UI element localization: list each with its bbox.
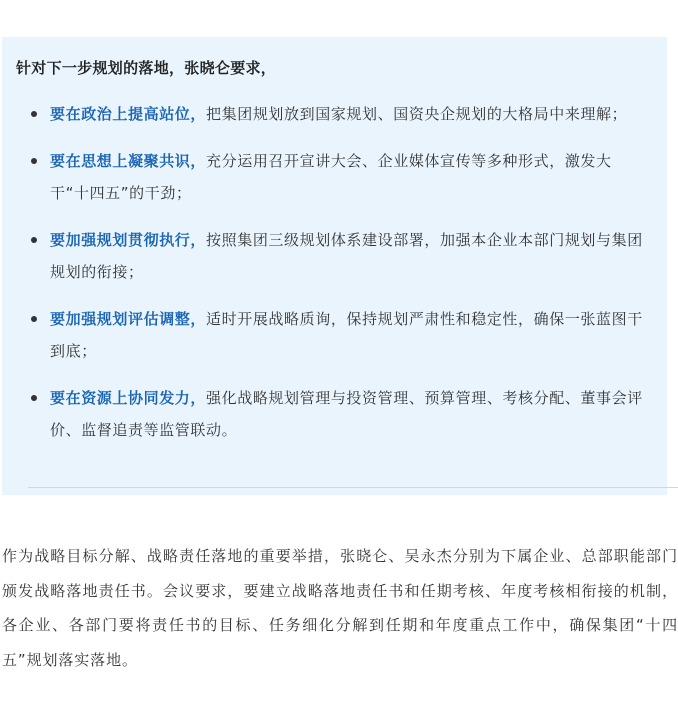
point-text: 强化战略规划管理与投资管理、预算管理、考核分配、董事会评价、监督追责等监管联动。 bbox=[50, 389, 643, 439]
bullet-dot-icon bbox=[31, 237, 37, 243]
point-text: 按照集团三级规划体系建设部署，加强本企业本部门规划与集团规划的衔接； bbox=[50, 231, 643, 281]
list-item bbox=[16, 224, 653, 288]
callout-box bbox=[2, 37, 667, 495]
list-item bbox=[16, 98, 653, 130]
point-text: 适时开展战略质询，保持规划严肃性和稳定性，确保一张蓝图干到底； bbox=[50, 310, 643, 360]
body-paragraph: 作为战略目标分解、战略责任落地的重要举措，张晓仑、吴永杰分别为下属企业、总部职能部门颁发战略落地责任书。会议要求，要建立战略落地责任书和任期考核、年度考核相衔接的机制，各企业、各部门要将责任书的目标、任务细化分解到任期和年度重点工作中，确保集团“十四五”规划落实落地。 bbox=[2, 547, 678, 669]
point-heading: 要在资源上协同发力， bbox=[50, 389, 207, 407]
list-item bbox=[16, 145, 653, 209]
point-heading: 要在政治上提高站位， bbox=[50, 105, 207, 123]
list-item bbox=[16, 382, 653, 446]
section-divider bbox=[28, 487, 678, 488]
bullet-dot-icon bbox=[31, 316, 37, 322]
point-text: 充分运用召开宣讲大会、企业媒体宣传等多种形式，激发大干“十四五”的干劲； bbox=[50, 152, 612, 202]
point-heading: 要加强规划贯彻执行， bbox=[50, 231, 207, 249]
list-item bbox=[16, 303, 653, 367]
callout-intro: 针对下一步规划的落地，张晓仑要求， bbox=[16, 59, 277, 77]
bullet-dot-icon bbox=[31, 158, 37, 164]
point-heading: 要加强规划评估调整， bbox=[50, 310, 207, 328]
point-heading: 要在思想上凝聚共识， bbox=[50, 152, 207, 170]
point-text: 把集团规划放到国家规划、国资央企规划的大格局中来理解； bbox=[206, 105, 628, 123]
bullet-dot-icon bbox=[31, 111, 37, 117]
bullet-dot-icon bbox=[31, 395, 37, 401]
requirements-list bbox=[16, 98, 653, 446]
